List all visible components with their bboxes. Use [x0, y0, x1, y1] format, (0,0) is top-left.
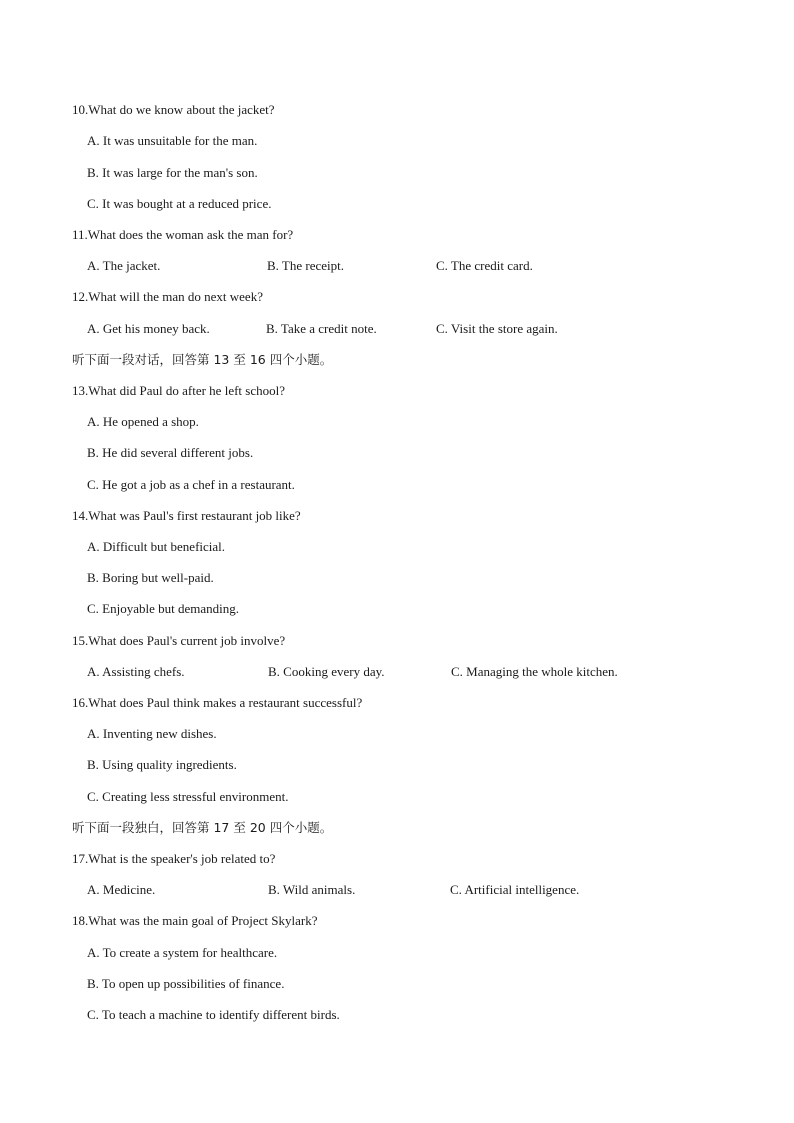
question-11-option-c: C. The credit card. [436, 258, 533, 273]
question-13-option-c: C. He got a job as a chef in a restaurant. [87, 477, 295, 492]
question-12-option-c: C. Visit the store again. [436, 321, 558, 336]
question-18-stem: 18.What was the main goal of Project Skylark? [72, 913, 318, 928]
question-10-option-a: A. It was unsuitable for the man. [87, 133, 258, 148]
question-12-option-b: B. Take a credit note. [266, 321, 377, 336]
question-13-option-b: B. He did several different jobs. [87, 445, 254, 460]
question-12-stem: 12.What will the man do next week? [72, 289, 263, 304]
question-10-option-b: B. It was large for the man's son. [87, 165, 258, 180]
question-17-stem: 17.What is the speaker's job related to? [72, 851, 276, 866]
question-17-option-a: A. Medicine. [87, 882, 156, 897]
question-10-stem: 10.What do we know about the jacket? [72, 102, 275, 117]
question-16-option-c: C. Creating less stressful environment. [87, 789, 289, 804]
question-12-option-a: A. Get his money back. [87, 321, 210, 336]
question-11-option-a: A. The jacket. [87, 258, 161, 273]
question-11-stem: 11.What does the woman ask the man for? [72, 227, 294, 242]
question-18-option-c: C. To teach a machine to identify different birds. [87, 1007, 340, 1022]
section-instruction-17-20: 听下面一段独白，回答第 17 至 20 四个小题。 [72, 820, 333, 835]
question-15-option-b: B. Cooking every day. [268, 664, 385, 679]
question-18-option-b: B. To open up possibilities of finance. [87, 976, 285, 991]
question-14-option-b: B. Boring but well-paid. [87, 570, 214, 585]
question-17-option-c: C. Artificial intelligence. [450, 882, 580, 897]
question-16-stem: 16.What does Paul think makes a restaurant successful? [72, 695, 363, 710]
question-16-option-b: B. Using quality ingredients. [87, 757, 237, 772]
question-18-option-a: A. To create a system for healthcare. [87, 945, 278, 960]
question-13-option-a: A. He opened a shop. [87, 414, 199, 429]
question-17-option-b: B. Wild animals. [268, 882, 356, 897]
question-14-option-c: C. Enjoyable but demanding. [87, 601, 240, 616]
question-15-stem: 15.What does Paul's current job involve? [72, 633, 286, 648]
question-13-stem: 13.What did Paul do after he left school? [72, 383, 285, 398]
question-15-option-c: C. Managing the whole kitchen. [451, 664, 618, 679]
question-14-stem: 14.What was Paul's first restaurant job like? [72, 508, 301, 523]
question-11-option-b: B. The receipt. [267, 258, 345, 273]
question-15-option-a: A. Assisting chefs. [87, 664, 185, 679]
question-10-option-c: C. It was bought at a reduced price. [87, 196, 272, 211]
section-instruction-13-16: 听下面一段对话，回答第 13 至 16 四个小题。 [72, 352, 333, 367]
question-14-option-a: A. Difficult but beneficial. [87, 539, 226, 554]
question-16-option-a: A. Inventing new dishes. [87, 726, 217, 741]
